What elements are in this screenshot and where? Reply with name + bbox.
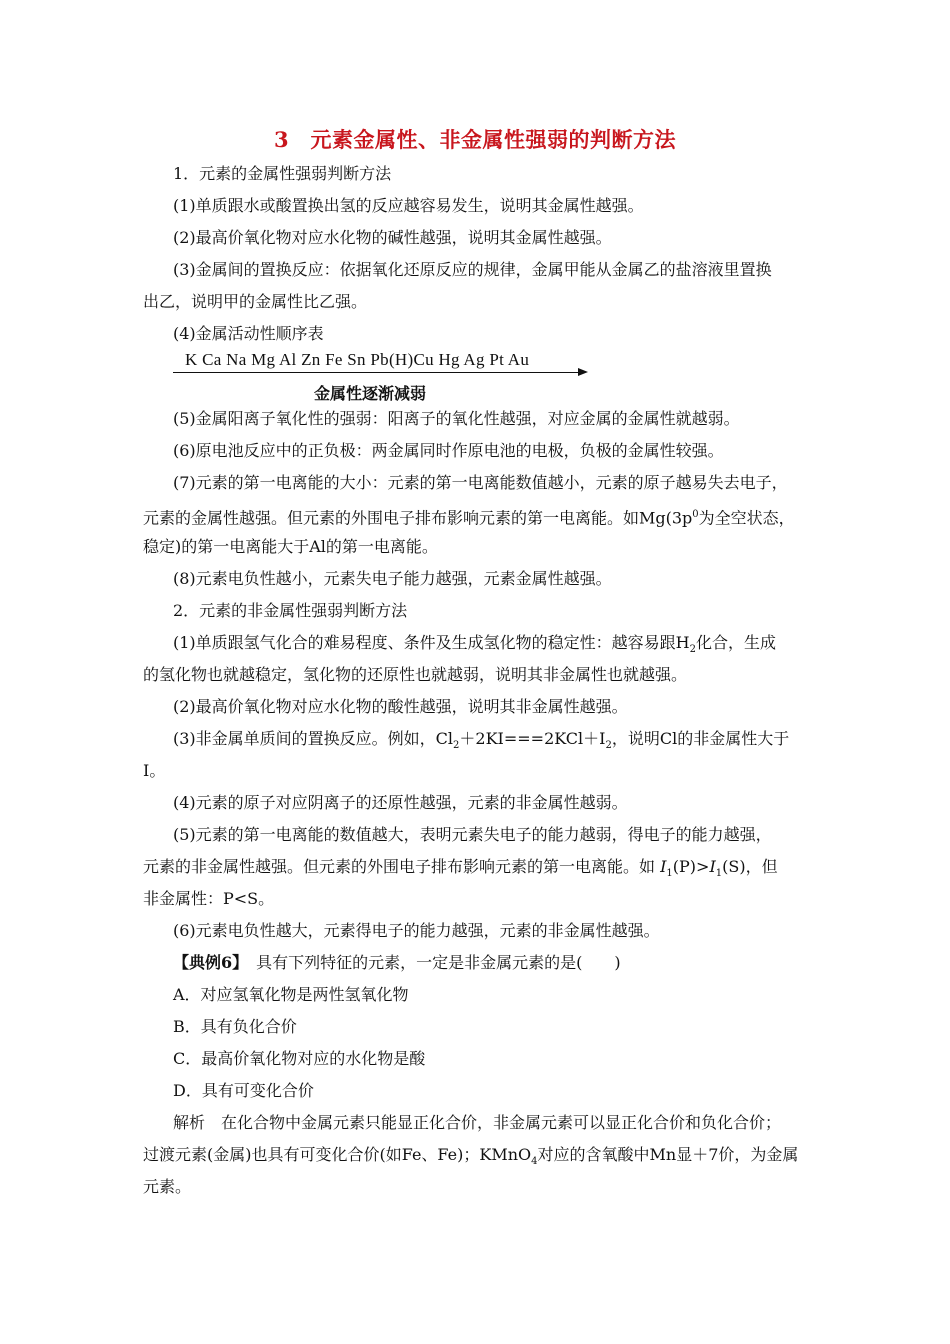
option-d: D．具有可变化合价 (173, 1081, 314, 1100)
nonmetal-p1a: (1)单质跟氢气化合的难易程度、条件及生成氢化物的稳定性：越容易跟$H_2$化合，生成 (173, 633, 777, 656)
nonmetal-heading: 2．元素的非金属性强弱判断方法 (173, 601, 408, 620)
analysis-b: 过渡元素(金属)也具有可变化合价(如Fe、Fe)；KMnO$_4$对应的含氧酸中Mn显＋7价，为金属 (143, 1145, 799, 1168)
metal-p8: (8)元素电负性越小，元素失电子能力越强，元素金属性越强。 (173, 569, 612, 588)
metal-p7b: 元素的金属性越强。但元素的外围电子排布影响元素的第一电离能。如$Mg(3p^0$为全空状态， (143, 508, 795, 528)
activity-series-label: 金属性逐渐减弱 (314, 384, 427, 403)
nonmetal-p4: (4)元素的原子对应阴离子的还原性越强，元素的非金属性越弱。 (173, 793, 628, 812)
example-question: 【典例6】 具有下列特征的元素，一定是非金属元素的是( ) (173, 953, 621, 972)
activity-series: K Ca Na Mg Al Zn Fe Sn Pb(H)Cu Hg Ag Pt Au (185, 350, 530, 369)
arrow-line (173, 372, 581, 373)
nonmetal-p3a: (3)非金属单质间的置换反应。例如，$Cl_2+2KI===2KCl+I_2$，说明Cl的非金属性大于 (173, 729, 790, 752)
metal-p7a: (7)元素的第一电离能的大小：元素的第一电离能数值越小，元素的原子越易失去电子， (173, 473, 788, 492)
option-a: A．对应氢氧化物是两性氢氧化物 (173, 985, 409, 1004)
metal-p3a: (3)金属间的置换反应：依据氧化还原反应的规律，金属甲能从金属乙的盐溶液里置换 (173, 260, 772, 279)
page-title: 3 元素金属性、非金属性强弱的判断方法 (273, 127, 677, 152)
nonmetal-p3b: I。 (143, 761, 166, 780)
metal-p5: (5)金属阳离子氧化性的强弱：阳离子的氧化性越强，对应金属的金属性就越弱。 (173, 409, 740, 428)
metal-p7c: 稳定)的第一电离能大于Al的第一电离能。 (143, 537, 438, 556)
metal-p3b: 出乙，说明甲的金属性比乙强。 (143, 292, 368, 311)
metal-heading: 1．元素的金属性强弱判断方法 (173, 164, 392, 183)
nonmetal-p5b: 元素的非金属性越强。但元素的外围电子排布影响元素的第一电离能。如 $I_1(P)>I_1(S)$，但 (143, 857, 778, 880)
option-b: B．具有负化合价 (173, 1017, 297, 1036)
metal-p4: (4)金属活动性顺序表 (173, 324, 324, 343)
metal-p6: (6)原电池反应中的正负极：两金属同时作原电池的电极，负极的金属性较强。 (173, 441, 724, 460)
nonmetal-p1b: 的氢化物也就越稳定，氢化物的还原性也就越弱，说明其非金属性也就越强。 (143, 665, 688, 684)
nonmetal-p2: (2)最高价氧化物对应水化物的酸性越强，说明其非金属性越强。 (173, 697, 628, 716)
nonmetal-p5c: 非金属性：P<S。 (143, 889, 275, 908)
option-c: C．最高价氧化物对应的水化物是酸 (173, 1049, 426, 1068)
analysis-c: 元素。 (143, 1177, 192, 1196)
arrow-head-icon (578, 368, 588, 376)
nonmetal-p6: (6)元素电负性越大，元素得电子的能力越强，元素的非金属性越强。 (173, 921, 660, 940)
metal-p1: (1)单质跟水或酸置换出氢的反应越容易发生，说明其金属性越强。 (173, 196, 644, 215)
analysis-a: 解析 在化合物中金属元素只能显正化合价，非金属元素可以显正化合价和负化合价； (173, 1113, 782, 1132)
metal-p2: (2)最高价氧化物对应水化物的碱性越强，说明其金属性越强。 (173, 228, 612, 247)
nonmetal-p5a: (5)元素的第一电离能的数值越大，表明元素失电子的能力越弱，得电子的能力越强， (173, 825, 772, 844)
